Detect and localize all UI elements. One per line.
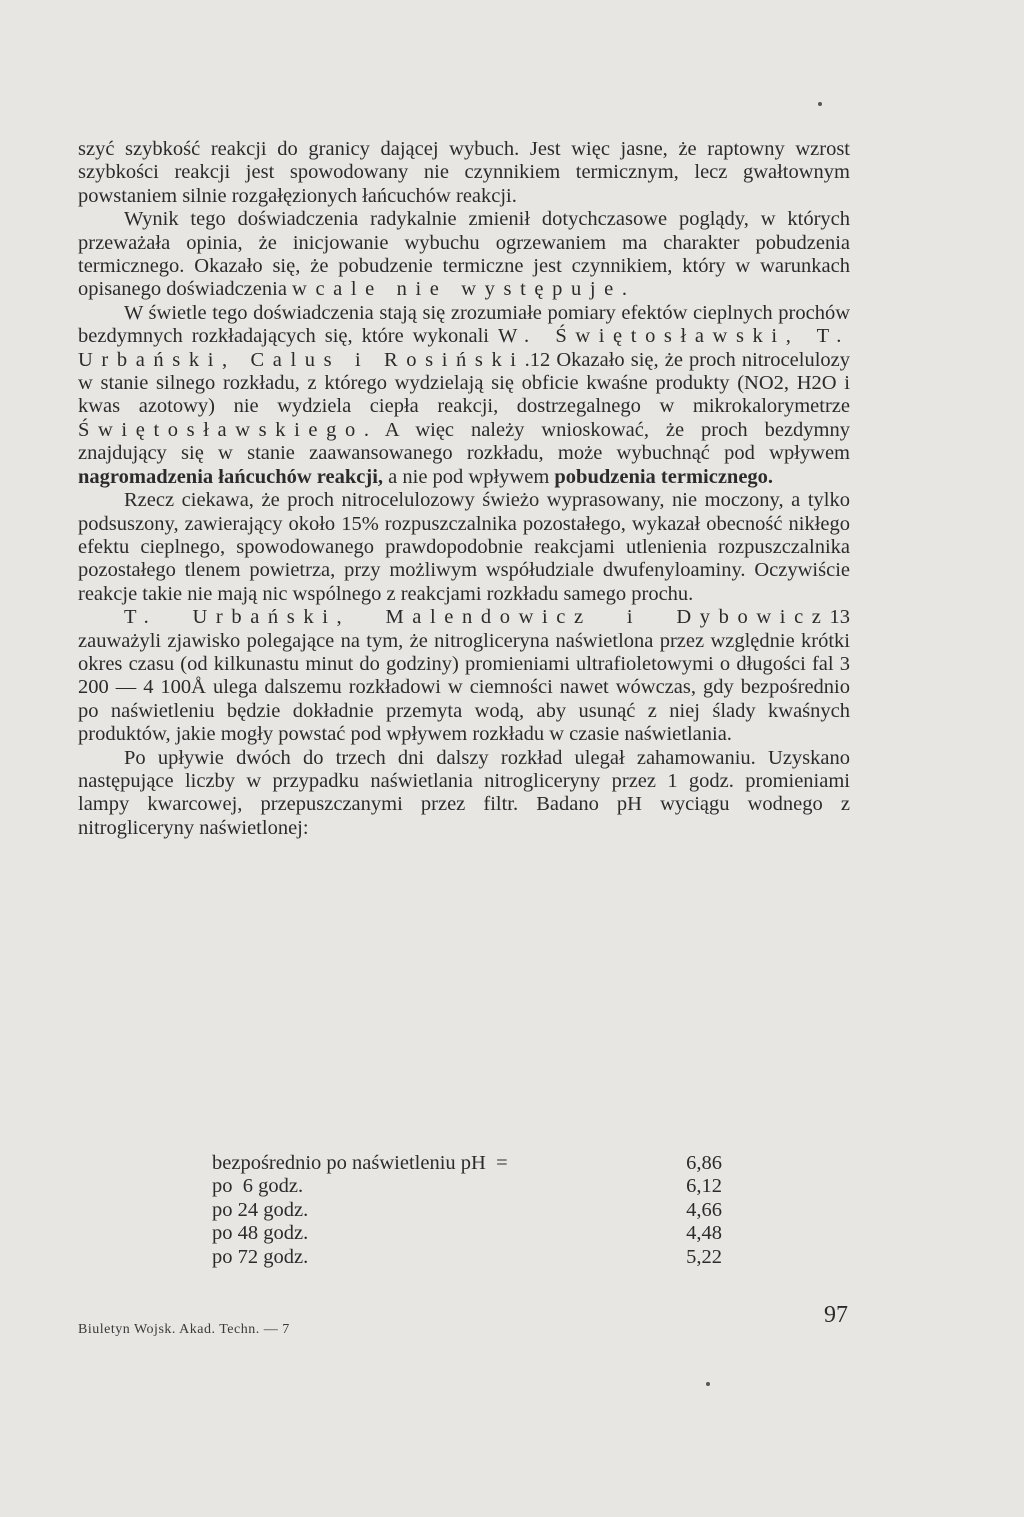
text-run: szyć szybkość reakcji do granicy dającej wybuch. Jest więc jasne, że raptowny wzrost szybkości reakcji jest spowodowany nie czynnikiem termicznym, lecz gwałtownym powstaniem silnie rozgałęzionych łańcuchów reakcji.	[78, 138, 850, 207]
text-run: Świętosławskiego	[78, 418, 364, 441]
text-run: W. Świętosławski, T. Urbański, Calus i Rosiński	[78, 325, 850, 371]
paragraph-p2	[78, 208, 850, 302]
ph-row-label: bezpośrednio po naświetleniu pH =	[212, 1152, 508, 1174]
text-run: nagromadzenia łańcuchów reakcji,	[78, 465, 384, 488]
ph-row-value: 4,48	[686, 1222, 722, 1245]
ph-table-row	[212, 1246, 722, 1269]
ph-row-value: 6,12	[686, 1175, 722, 1198]
ph-row-value: 4,66	[686, 1198, 722, 1221]
text-run: T. Urbański, Malendowicz i Dybowicz	[124, 606, 830, 629]
footer-text: Biuletyn Wojsk. Akad. Techn. — 7	[78, 1322, 290, 1337]
ph-table-row	[212, 1222, 722, 1245]
text-run: Po upływie dwóch do trzech dni dalszy rozkład ulegał zahamowaniu. Uzyskano następujące liczby w przypadku naświetlania nitrogliceryny przez 1 godz. promieniami lampy kwarcowej, przepuszczanymi przez filtr. Badano pH wyciągu wodnego z nitrogliceryny naświetlonej:	[78, 746, 850, 839]
ph-row-label: po 24 godz.	[212, 1198, 309, 1221]
paragraph-p5	[78, 606, 850, 746]
text-run: .12 Okazało się, że proch nitrocelulozy w stanie silnego rozkładu, z którego wydzielają się obficie kwaśne produkty (NO2, H2O i kwas azotowy) nie wydziela ciepła reakcji, dostrzegalnego w mikrokalorymetrze	[78, 348, 850, 418]
paragraph-p3	[78, 302, 850, 489]
ph-row-label: po 48 godz.	[212, 1222, 309, 1245]
text-run: a nie pod wpływem	[383, 465, 555, 488]
paragraph-p4	[78, 489, 850, 606]
ph-row-value: 6,86	[686, 1152, 722, 1174]
text-run: . A więc należy wnioskować, że proch bezdymny znajdujący się w stanie zaawansowanego rozkładu, może wybuchnąć pod wpływem	[78, 418, 850, 465]
ph-row-label: po 72 godz.	[212, 1245, 309, 1268]
text-run: pobudzenia termicznego.	[554, 465, 774, 488]
print-speck	[706, 1382, 710, 1386]
ph-row-label: po 6 godz.	[212, 1175, 304, 1198]
ph-table	[212, 1152, 722, 1269]
text-run: W świetle tego doświadczenia stają się zrozumiałe pomiary efektów cieplnych prochów bezdymnych rozkładających się, które wykonali	[78, 301, 850, 348]
text-run: 13 zauważyli zjawisko polegające na tym, że nitrogliceryna naświetlona przez względnie krótki okres czasu (od kilkunastu minut do godziny) promieniami ultrafioletowymi o długości fal 3 200 — 4 100Å ulega dalszemu rozkładowi w ciemności nawet wówczas, gdy bezpośrednio po naświetleniu będzie dokładnie przemyta wodą, aby usunąć z niej ślady kwaśnych produktów, jakie mogły powstać pod wpływem rozkładu w czasie naświetlania.	[78, 606, 850, 746]
text-run: Rzecz ciekawa, że proch nitrocelulozowy świeżo wyprasowany, nie moczony, a tylko podsuszony, zawierający około 15% rozpuszczalnika pozostałego, wykazał obecność nikłego efektu cieplnego, spowodowanego prawdopodobnie reakcjami utlenienia rozpuszczalnika pozostałego tlenem powietrza, przy możliwym współudziale dwufenyloaminy. Oczywiście reakcje takie nie mają nic wspólnego z reakcjami rozkładu samego prochu.	[78, 489, 850, 605]
print-speck	[818, 102, 822, 106]
body-text	[78, 138, 850, 840]
ph-row-value: 5,22	[686, 1245, 722, 1268]
ph-table-row	[212, 1175, 722, 1198]
page-number: 97	[824, 1302, 848, 1328]
text-run: .	[621, 278, 627, 301]
paragraph-p6	[78, 747, 850, 841]
ph-table-row	[212, 1152, 722, 1175]
ph-table-row	[212, 1199, 722, 1222]
paragraph-p1	[78, 138, 850, 208]
text-run: Wynik tego doświadczenia radykalnie zmienił dotychczasowe poglądy, w których przeważała opinia, że inicjowanie wybuchu ogrzewaniem ma charakter pobudzenia termicznego. Okazało się, że pobudzenie termiczne jest czynnikiem, który w warunkach opisanego doświadczenia	[78, 208, 850, 301]
text-run: wcale nie występuje	[292, 278, 622, 301]
